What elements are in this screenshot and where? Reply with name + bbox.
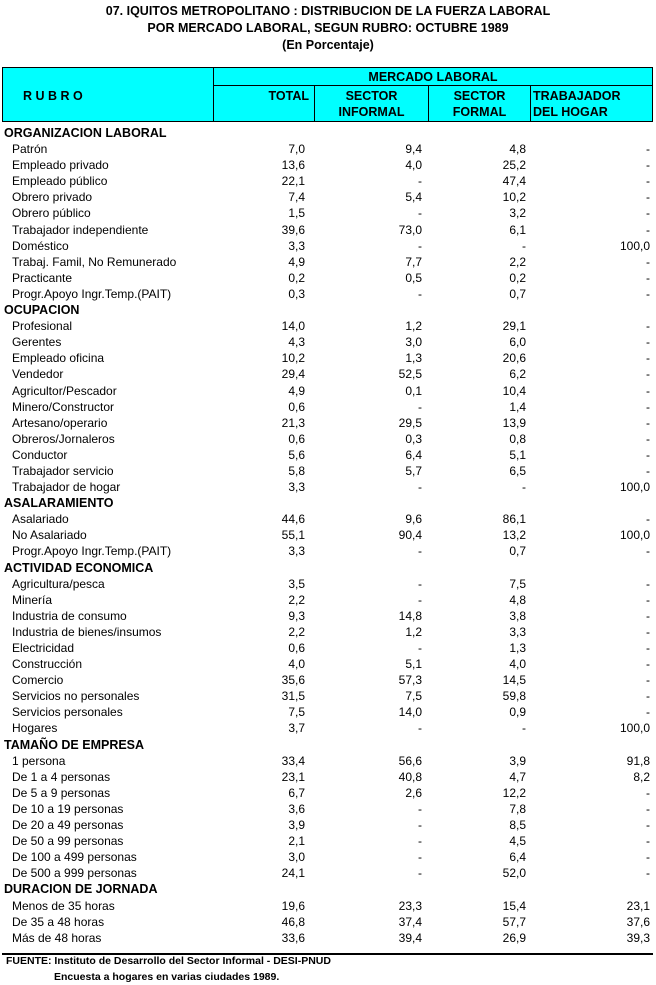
- cell-sector-formal: 4,8: [509, 142, 526, 157]
- row-label: Empleado privado: [12, 158, 109, 173]
- table-row: [2, 254, 653, 270]
- cell-total: 1,5: [288, 206, 305, 221]
- table-row: [2, 157, 653, 173]
- table-row: [2, 189, 653, 205]
- cell-trabajador-hogar: -: [646, 592, 650, 607]
- table-row: [2, 270, 653, 286]
- table-row: [2, 576, 653, 592]
- cell-sector-informal: 0,3: [405, 431, 422, 446]
- cell-total: 0,6: [288, 431, 305, 446]
- cell-sector-informal: 9,4: [405, 142, 422, 157]
- cell-trabajador-hogar: -: [646, 222, 650, 237]
- header-trabajador-hogar-2: DEL HOGAR: [533, 105, 608, 119]
- row-label: Más de 48 horas: [12, 930, 102, 945]
- cell-sector-formal: 4,8: [509, 592, 526, 607]
- cell-total: 4,3: [288, 335, 305, 350]
- row-label: Patrón: [12, 142, 48, 157]
- cell-trabajador-hogar: -: [646, 673, 650, 688]
- cell-trabajador-hogar: 100,0: [619, 480, 650, 495]
- cell-total: 31,5: [281, 689, 305, 704]
- row-label: Doméstico: [12, 238, 69, 253]
- row-label: De 10 a 19 personas: [12, 801, 124, 816]
- cell-sector-informal: -: [418, 238, 422, 253]
- cell-total: 55,1: [281, 528, 305, 543]
- cell-total: 2,2: [288, 592, 305, 607]
- table-row: [2, 286, 653, 302]
- section-header: [2, 881, 653, 897]
- row-label: 1 persona: [12, 753, 66, 768]
- row-label: Obreros/Jornaleros: [12, 431, 115, 446]
- header-sector-formal-1: SECTOR: [453, 89, 506, 103]
- cell-total: 7,5: [288, 705, 305, 720]
- row-label: Progr.Apoyo Ingr.Temp.(PAIT): [12, 544, 172, 559]
- cell-total: 3,7: [288, 721, 305, 736]
- section-title: ASALARAMIENTO: [4, 496, 114, 511]
- cell-trabajador-hogar: 91,8: [626, 753, 650, 768]
- table-row: [2, 431, 653, 447]
- cell-sector-informal: 14,8: [398, 608, 422, 623]
- row-label: Empleado público: [12, 174, 108, 189]
- cell-sector-informal: 0,1: [405, 383, 422, 398]
- cell-sector-formal: 52,0: [502, 866, 526, 881]
- table-row: [2, 415, 653, 431]
- cell-trabajador-hogar: -: [646, 174, 650, 189]
- cell-sector-informal: 39,4: [398, 930, 422, 945]
- cell-sector-informal: -: [418, 818, 422, 833]
- table-row: [2, 785, 653, 801]
- cell-total: 3,5: [288, 576, 305, 591]
- table-row: [2, 801, 653, 817]
- cell-sector-formal: 15,4: [502, 898, 526, 913]
- cell-sector-informal: 7,5: [405, 689, 422, 704]
- cell-trabajador-hogar: -: [646, 399, 650, 414]
- cell-sector-formal: 5,1: [509, 447, 526, 462]
- row-label: Asalariado: [12, 512, 69, 527]
- header-rubro: R U B R O: [23, 89, 83, 103]
- table-row: [2, 817, 653, 833]
- section-header: [2, 737, 653, 753]
- cell-total: 3,9: [288, 818, 305, 833]
- cell-trabajador-hogar: -: [646, 447, 650, 462]
- row-label: Construcción: [12, 657, 83, 672]
- table-row: [2, 447, 653, 463]
- row-label: Industria de bienes/insumos: [12, 624, 162, 639]
- cell-trabajador-hogar: -: [646, 335, 650, 350]
- cell-total: 4,9: [288, 383, 305, 398]
- cell-sector-formal: 3,8: [509, 608, 526, 623]
- cell-total: 3,3: [288, 238, 305, 253]
- table-row: [2, 463, 653, 479]
- cell-total: 7,0: [288, 142, 305, 157]
- cell-trabajador-hogar: -: [646, 705, 650, 720]
- cell-trabajador-hogar: -: [646, 463, 650, 478]
- section-title: OCUPACION: [4, 303, 80, 318]
- table-row: [2, 849, 653, 865]
- cell-sector-informal: 56,6: [398, 753, 422, 768]
- row-label: De 5 a 9 personas: [12, 785, 111, 800]
- cell-sector-formal: 8,5: [509, 818, 526, 833]
- table-row: [2, 898, 653, 914]
- section-header: [2, 125, 653, 141]
- table-row: [2, 173, 653, 189]
- cell-sector-formal: 57,7: [502, 914, 526, 929]
- cell-trabajador-hogar: -: [646, 818, 650, 833]
- cell-sector-informal: 6,4: [405, 447, 422, 462]
- row-label: Obrero público: [12, 206, 91, 221]
- cell-sector-informal: 5,7: [405, 463, 422, 478]
- cell-trabajador-hogar: -: [646, 206, 650, 221]
- cell-total: 35,6: [281, 673, 305, 688]
- row-label: Gerentes: [12, 335, 62, 350]
- cell-sector-informal: 14,0: [398, 705, 422, 720]
- cell-total: 29,4: [281, 367, 305, 382]
- cell-trabajador-hogar: -: [646, 850, 650, 865]
- table-row: [2, 399, 653, 415]
- cell-sector-informal: 0,5: [405, 270, 422, 285]
- cell-sector-informal: -: [418, 576, 422, 591]
- cell-sector-formal: 13,2: [502, 528, 526, 543]
- row-label: Agricultura/pesca: [12, 576, 105, 591]
- cell-sector-formal: 25,2: [502, 158, 526, 173]
- cell-trabajador-hogar: -: [646, 544, 650, 559]
- row-label: Trabaj. Famil, No Remunerado: [12, 254, 177, 269]
- cell-trabajador-hogar: 39,3: [626, 930, 650, 945]
- cell-trabajador-hogar: -: [646, 383, 650, 398]
- cell-sector-formal: 6,4: [509, 850, 526, 865]
- row-label: Trabajador servicio: [12, 463, 114, 478]
- cell-total: 14,0: [281, 319, 305, 334]
- cell-sector-formal: 13,9: [502, 415, 526, 430]
- table-row: [2, 640, 653, 656]
- cell-trabajador-hogar: -: [646, 657, 650, 672]
- cell-total: 33,4: [281, 753, 305, 768]
- report-title-line3: (En Porcentaje): [282, 38, 374, 52]
- table-row: [2, 238, 653, 254]
- cell-trabajador-hogar: -: [646, 351, 650, 366]
- table-row: [2, 222, 653, 238]
- cell-sector-informal: -: [418, 592, 422, 607]
- cell-total: 5,8: [288, 463, 305, 478]
- cell-total: 10,2: [281, 351, 305, 366]
- cell-total: 22,1: [281, 174, 305, 189]
- cell-total: 6,7: [288, 785, 305, 800]
- cell-sector-informal: 29,5: [398, 415, 422, 430]
- cell-total: 44,6: [281, 512, 305, 527]
- cell-sector-informal: 52,5: [398, 367, 422, 382]
- cell-trabajador-hogar: -: [646, 142, 650, 157]
- cell-trabajador-hogar: 37,6: [626, 914, 650, 929]
- cell-sector-informal: -: [418, 641, 422, 655]
- row-label: De 500 a 999 personas: [12, 866, 137, 881]
- cell-sector-informal: 5,4: [405, 190, 422, 205]
- table-row: [2, 205, 653, 221]
- cell-sector-formal: 59,8: [502, 689, 526, 704]
- cell-sector-formal: -: [522, 480, 526, 495]
- cell-sector-informal: 4,0: [405, 158, 422, 173]
- cell-sector-formal: 12,2: [502, 785, 526, 800]
- cell-total: 3,6: [288, 801, 305, 816]
- table-row: [2, 914, 653, 930]
- cell-sector-formal: 6,2: [509, 367, 526, 382]
- header-sector-informal-1: SECTOR: [345, 89, 398, 103]
- cell-trabajador-hogar: -: [646, 286, 650, 301]
- cell-sector-formal: 2,2: [509, 254, 526, 269]
- table-body: [2, 125, 653, 946]
- row-label: De 20 a 49 personas: [12, 818, 124, 833]
- table-row: [2, 141, 653, 157]
- cell-trabajador-hogar: -: [646, 834, 650, 849]
- cell-sector-formal: 14,5: [502, 673, 526, 688]
- table-row: [2, 334, 653, 350]
- cell-total: 2,1: [288, 834, 305, 849]
- row-label: Trabajador de hogar: [12, 480, 121, 495]
- section-title: ACTIVIDAD ECONOMICA: [4, 560, 154, 575]
- row-label: No Asalariado: [12, 528, 87, 543]
- cell-sector-informal: 1,2: [405, 624, 422, 639]
- header-trabajador-hogar-1: TRABAJADOR: [533, 89, 621, 103]
- cell-sector-informal: -: [418, 801, 422, 816]
- cell-trabajador-hogar: 8,2: [633, 769, 650, 784]
- cell-sector-formal: 29,1: [502, 319, 526, 334]
- table-row: [2, 704, 653, 720]
- cell-total: 9,3: [288, 608, 305, 623]
- footer-survey: Encuesta a hogares en varias ciudades 1989.: [54, 971, 280, 983]
- section-title: TAMAÑO DE EMPRESA: [4, 737, 145, 752]
- cell-trabajador-hogar: -: [646, 785, 650, 800]
- cell-sector-formal: 10,2: [502, 190, 526, 205]
- table-row: [2, 318, 653, 334]
- cell-total: 0,6: [288, 399, 305, 414]
- cell-trabajador-hogar: -: [646, 319, 650, 334]
- cell-total: 5,6: [288, 447, 305, 462]
- cell-total: 4,9: [288, 254, 305, 269]
- cell-sector-informal: 7,7: [405, 254, 422, 269]
- row-label: Minero/Constructor: [12, 399, 115, 414]
- cell-total: 0,2: [288, 270, 305, 285]
- table-row: [2, 479, 653, 495]
- cell-sector-formal: 6,5: [509, 463, 526, 478]
- cell-sector-informal: -: [418, 174, 422, 189]
- cell-sector-formal: 0,9: [509, 705, 526, 720]
- footer-source: FUENTE: Instituto de Desarrollo del Sector Informal - DESI-PNUD: [6, 955, 331, 967]
- row-label: Empleado oficina: [12, 351, 105, 366]
- cell-trabajador-hogar: -: [646, 270, 650, 285]
- cell-sector-informal: -: [418, 286, 422, 301]
- row-label: De 100 a 499 personas: [12, 850, 137, 865]
- cell-sector-formal: 4,7: [509, 769, 526, 784]
- row-label: Agricultor/Pescador: [12, 383, 117, 398]
- table-row: [2, 672, 653, 688]
- table-row: [2, 350, 653, 366]
- cell-sector-formal: 20,6: [502, 351, 526, 366]
- cell-trabajador-hogar: -: [646, 254, 650, 269]
- row-label: Practicante: [12, 270, 73, 285]
- table-row: [2, 656, 653, 672]
- row-label: De 35 a 48 horas: [12, 914, 105, 929]
- cell-trabajador-hogar: -: [646, 624, 650, 639]
- cell-sector-formal: 4,5: [509, 834, 526, 849]
- cell-trabajador-hogar: -: [646, 158, 650, 173]
- cell-total: 2,2: [288, 624, 305, 639]
- table-row: [2, 769, 653, 785]
- cell-sector-informal: 37,4: [398, 914, 422, 929]
- table-row: [2, 753, 653, 769]
- table-row: [2, 833, 653, 849]
- table-row: [2, 608, 653, 624]
- table-row: [2, 720, 653, 736]
- section-header: [2, 560, 653, 576]
- table-row: [2, 366, 653, 382]
- cell-total: 19,6: [281, 898, 305, 913]
- row-label: Electricidad: [12, 641, 75, 655]
- cell-total: 4,0: [288, 657, 305, 672]
- cell-total: 21,3: [281, 415, 305, 430]
- cell-sector-informal: 73,0: [398, 222, 422, 237]
- cell-sector-informal: -: [418, 206, 422, 221]
- cell-total: 0,3: [288, 286, 305, 301]
- cell-sector-formal: 0,2: [509, 270, 526, 285]
- cell-sector-informal: 5,1: [405, 657, 422, 672]
- row-label: Profesional: [12, 319, 73, 334]
- cell-total: 33,6: [281, 930, 305, 945]
- cell-sector-informal: -: [418, 480, 422, 495]
- table-row: [2, 688, 653, 704]
- cell-sector-formal: 7,5: [509, 576, 526, 591]
- row-label: Servicios no personales: [12, 689, 140, 704]
- row-label: Industria de consumo: [12, 608, 127, 623]
- report-title-line2: POR MERCADO LABORAL, SEGUN RUBRO: OCTUBRE 1989: [147, 21, 509, 35]
- cell-sector-formal: 3,3: [509, 624, 526, 639]
- cell-sector-formal: 47,4: [502, 174, 526, 189]
- section-header: [2, 495, 653, 511]
- cell-sector-informal: 3,0: [405, 335, 422, 350]
- row-label: Comercio: [12, 673, 64, 688]
- cell-trabajador-hogar: 100,0: [619, 721, 650, 736]
- cell-sector-informal: 40,8: [398, 769, 422, 784]
- cell-sector-formal: 0,8: [509, 431, 526, 446]
- header-mercado-laboral: MERCADO LABORAL: [368, 70, 498, 84]
- cell-sector-informal: 9,6: [405, 512, 422, 527]
- report-title-line1: 07. IQUITOS METROPOLITANO : DISTRIBUCION DE LA FUERZA LABORAL: [105, 4, 551, 18]
- table-row: [2, 624, 653, 640]
- cell-trabajador-hogar: -: [646, 641, 650, 655]
- row-label: Menos de 35 horas: [12, 898, 115, 913]
- row-label: Trabajador independiente: [12, 222, 149, 237]
- cell-trabajador-hogar: -: [646, 190, 650, 205]
- cell-sector-formal: -: [522, 721, 526, 736]
- cell-total: 23,1: [281, 769, 305, 784]
- cell-total: 46,8: [281, 914, 305, 929]
- cell-sector-informal: 2,6: [405, 785, 422, 800]
- row-label: Vendedor: [12, 367, 64, 382]
- cell-sector-formal: 3,2: [509, 206, 526, 221]
- cell-sector-formal: -: [522, 238, 526, 253]
- cell-trabajador-hogar: 23,1: [626, 898, 650, 913]
- cell-sector-informal: 1,2: [405, 319, 422, 334]
- header-sector-informal-2: INFORMAL: [338, 105, 405, 119]
- cell-trabajador-hogar: -: [646, 801, 650, 816]
- cell-trabajador-hogar: -: [646, 866, 650, 881]
- cell-trabajador-hogar: 100,0: [619, 528, 650, 543]
- table-row: [2, 865, 653, 881]
- cell-trabajador-hogar: -: [646, 608, 650, 623]
- cell-sector-formal: 26,9: [502, 930, 526, 945]
- cell-trabajador-hogar: -: [646, 431, 650, 446]
- cell-trabajador-hogar: -: [646, 367, 650, 382]
- table-row: [2, 527, 653, 543]
- row-label: De 50 a 99 personas: [12, 834, 124, 849]
- cell-total: 13,6: [281, 158, 305, 173]
- cell-sector-informal: -: [418, 399, 422, 414]
- cell-sector-formal: 1,3: [509, 641, 526, 655]
- cell-sector-formal: 3,9: [509, 753, 526, 768]
- table-row: [2, 592, 653, 608]
- cell-sector-formal: 10,4: [502, 383, 526, 398]
- cell-sector-informal: 57,3: [398, 673, 422, 688]
- cell-trabajador-hogar: 100,0: [619, 238, 650, 253]
- cell-sector-informal: 90,4: [398, 528, 422, 543]
- row-label: Conductor: [12, 447, 68, 462]
- table-row: [2, 383, 653, 399]
- cell-trabajador-hogar: -: [646, 689, 650, 704]
- cell-sector-formal: 86,1: [502, 512, 526, 527]
- cell-sector-informal: -: [418, 721, 422, 736]
- row-label: De 1 a 4 personas: [12, 769, 111, 784]
- cell-total: 3,3: [288, 544, 305, 559]
- cell-sector-formal: 4,0: [509, 657, 526, 672]
- table-row: [2, 930, 653, 946]
- section-header: [2, 302, 653, 318]
- cell-trabajador-hogar: -: [646, 415, 650, 430]
- cell-trabajador-hogar: -: [646, 512, 650, 527]
- row-label: Progr.Apoyo Ingr.Temp.(PAIT): [12, 286, 172, 301]
- row-label: Artesano/operario: [12, 415, 108, 430]
- cell-sector-formal: 1,4: [509, 399, 526, 414]
- cell-sector-formal: 7,8: [509, 801, 526, 816]
- cell-sector-formal: 6,0: [509, 335, 526, 350]
- cell-total: 7,4: [288, 190, 305, 205]
- table-row: [2, 543, 653, 559]
- table-header: [2, 67, 653, 122]
- row-label: Servicios personales: [12, 705, 123, 720]
- cell-total: 39,6: [281, 222, 305, 237]
- cell-total: 0,6: [288, 641, 305, 655]
- table-row: [2, 511, 653, 527]
- cell-sector-informal: -: [418, 850, 422, 865]
- cell-sector-informal: -: [418, 544, 422, 559]
- cell-sector-formal: 0,7: [509, 544, 526, 559]
- header-total: TOTAL: [268, 89, 309, 103]
- cell-sector-formal: 0,7: [509, 286, 526, 301]
- cell-sector-informal: 23,3: [398, 898, 422, 913]
- cell-sector-informal: -: [418, 866, 422, 881]
- row-label: Obrero privado: [12, 190, 93, 205]
- cell-total: 3,3: [288, 480, 305, 495]
- cell-sector-formal: 6,1: [509, 222, 526, 237]
- cell-sector-informal: -: [418, 834, 422, 849]
- section-title: DURACION DE JORNADA: [4, 882, 158, 897]
- header-sector-formal-2: FORMAL: [452, 105, 507, 119]
- cell-trabajador-hogar: -: [646, 576, 650, 591]
- cell-sector-informal: 1,3: [405, 351, 422, 366]
- row-label: Minería: [12, 592, 53, 607]
- cell-total: 3,0: [288, 850, 305, 865]
- cell-total: 24,1: [281, 866, 305, 881]
- section-title: ORGANIZACION LABORAL: [4, 126, 167, 140]
- row-label: Hogares: [12, 721, 58, 736]
